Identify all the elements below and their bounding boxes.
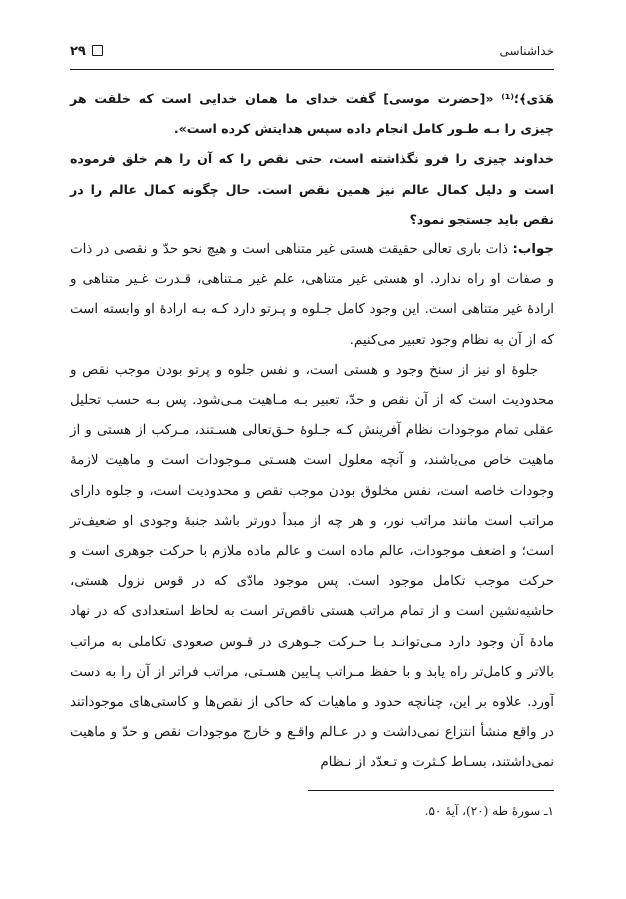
answer-label: جواب: — [512, 242, 554, 258]
answer-paragraph-2: جلوهٔ او نیز از سنخ وجود و هستی است، و نفس جلوه و پرتو بودن موجب نقص و محدودیت است که از آن نقص و حدّ، تعبیر بـه مـاهیت مـی‌شود. پس بـه حسب تحلیل عقلی تمام موجودات نظام آفرینش کـه جـلوهٔ حـق‌تعالی هسـتند، مـرکب از هستی و از ماهیت خاص می‌باشند، و آنچه معلول است هسـتی مـوجودات است و ماهیت لازمهٔ وجودات خاصه است، نفس مخلوق بودن موجب نقص و محدودیت است، و جلوه دارای مراتب است مانند مراتب نور، و هر چه از مبدأ دورتر باشد جنبهٔ وجودی او ضعیف‌تر است؛ و اضعف موجودات، عالم ماده است و عالم ماده ملازم با حرکت جوهری است و حرکت موجب تکامل موجود است. پس موجود مادّی که در قوس نزول هستی، حاشیه‌نشین است و از تمام مراتب هستی ناقص‌تر است به لحاظ استعدادی که در نهاد مادهٔ آن وجود دارد مـی‌توانـد بـا حـرکت جـوهری در قـوس صعودی تکاملی به مراتب بالاتر و کامل‌تر راه یابد و با حفظ مـراتب پـایین هسـتی، مراتب فراتر از آن را به دست آورد. علاوه بر این، چنانچه حدود و ماهیات که حاکی از نقص‌ها و کاستی‌های موجوداتند در واقع منشأ انتزاع نمی‌داشت و در عـالم واقـع و خارج موجودات نقص و حدّ و ماهیت نمی‌داشتند، بسـاط کـثرت و تـعدّد از نـظام — [70, 362, 554, 771]
answer-paragraph-1-text: ذات باری تعالی حقیقت هستی غیر متناهی است و هیچ نحو حدّ و نقصی در ذات و صفات او راه ندارد. او هستی غیر متناهی، علم غیر مـتناهی، قـدرت غـیر متناهی و ارادهٔ غیر متناهی است. این وجود کامل جـلوه و پـرتو دارد کـه بـه ارادهٔ او وابسته است که از آن به نظام وجود تعبیر می‌کنیم. — [70, 242, 554, 348]
answer-paragraph-1 — [70, 235, 554, 356]
footnote: ۱ـ سورهٔ طه (۲۰)، آیهٔ ۵۰. — [424, 804, 554, 818]
question-paragraph-1: هَدَی﴾؛⁽¹⁾ «[حضرت موسی] گفت خدای ما همان خدایی است که خلقت هر چیزی را بـه طـور کامل انجام داده سپس هدایتش کرده است». — [70, 91, 554, 137]
main-text — [70, 84, 554, 779]
page-number-group — [70, 44, 103, 59]
header-divider — [70, 69, 554, 70]
question-paragraph-2: خداوند چیزی را فرو نگذاشته است، حتی نقص را که آن را هم خلق فرموده است و دلیل کمال عالم نیز همین نقص است. حال چگونه کمال عالم را در نقص باید جستجو نمود؟ — [70, 151, 554, 227]
footnote-divider — [308, 790, 554, 791]
running-head — [70, 40, 554, 64]
page-number: ۲۹ — [70, 44, 86, 59]
running-head-title: خداشناسی — [499, 44, 554, 58]
square-icon — [92, 45, 103, 56]
